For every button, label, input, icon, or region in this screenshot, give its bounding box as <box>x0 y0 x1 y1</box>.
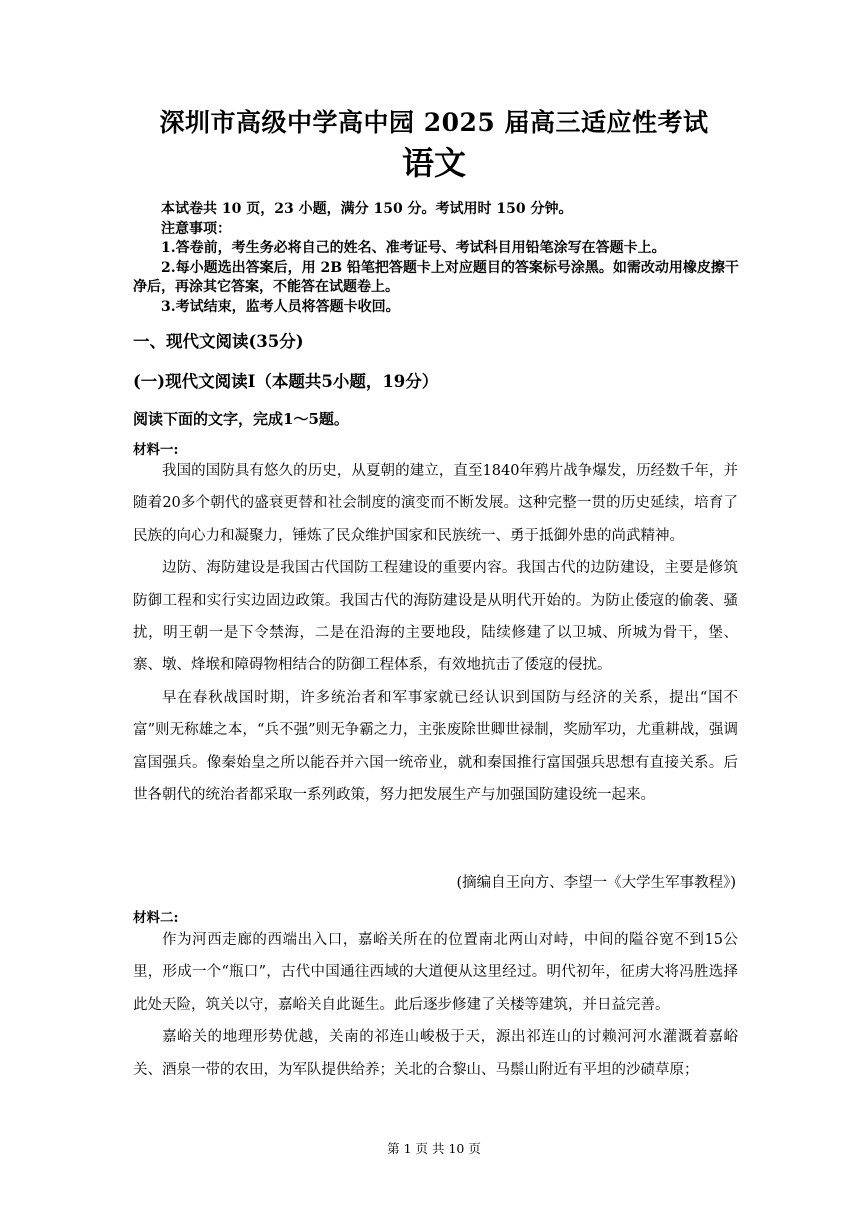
section-subtitle: (一)现代文阅读Ⅰ（本题共5小题，19分） <box>133 372 439 391</box>
material-1-paragraph-2: 边防、海防建设是我国古代国防工程建设的重要内容。我国古代的边防建设，主要是修筑防御工程和实行实边固边政策。我国古代的海防建设是从明代开始的。为防止倭寇的偷袭、骚扰，明王朝一是下令禁海，二是在沿海的主要地段，陆续修建了以卫城、所城为骨干，堡、寨、墩、烽堠和障碍物相结合的防御工程体系，有效地抗击了倭寇的侵扰。 <box>133 560 738 674</box>
page-footer: 第 1 页 共 10 页 <box>387 1141 481 1156</box>
material-2-label: 材料二: <box>133 910 179 926</box>
exam-notes <box>133 200 743 317</box>
material-1-body <box>133 455 738 811</box>
material-2-body <box>133 924 738 1086</box>
notes-intro: 本试卷共 10 页，23 小题，满分 150 分。考试用时 150 分钟。 <box>161 201 573 217</box>
notes-item-2: 2.每小题选出答案后，用 2B 铅笔把答题卡上对应题目的答案标号涂黑。如需改动用橡皮擦干净后，再涂其它答案，不能答在试题卷上。 <box>133 259 739 295</box>
notes-item-1: 1.答卷前，考生务必将自己的姓名、准考证号、考试科目用铅笔涂写在答题卡上。 <box>161 240 666 256</box>
material-2-paragraph-1: 作为河西走廊的西端出入口，嘉峪关所在的位置南北两山对峙，中间的隘谷宽不到15公里，形成一个“瓶口”，古代中国通往西域的大道便从这里经过。明代初年，征虏大将冯胜选择此处天险，筑关以守，嘉峪关自此诞生。此后逐步修建了关楼等建筑，并日益完善。 <box>133 932 738 1013</box>
material-2-paragraph-2: 嘉峪关的地理形势优越，关南的祁连山峻极于天，源出祁连山的讨赖河河水灌溉着嘉峪关、酒泉一带的农田，为军队提供给养；关北的合黎山、马鬃山附近有平坦的沙碛草原； <box>133 1029 738 1078</box>
subject-title: 语文 <box>401 144 466 182</box>
reading-instruction: 阅读下面的文字，完成1～5题。 <box>133 410 349 428</box>
material-1-label: 材料一: <box>133 442 179 458</box>
material-1-paragraph-1: 我国的国防具有悠久的历史，从夏朝的建立，直至1840年鸦片战争爆发，历经数千年，并随着20多个朝代的盛衰更替和社会制度的演变而不断发展。这种完整一贯的历史延续，培育了民族的向心力和凝聚力，锤炼了民众维护国家和民族统一、勇于抵御外患的尚武精神。 <box>133 463 738 544</box>
material-1-paragraph-3: 早在春秋战国时期，许多统治者和军事家就已经认识到国防与经济的关系，提出“国不富”则无称雄之本，“兵不强”则无争霸之力，主张废除世卿世禄制，奖励军功，尤重耕战，强调富国强兵。像秦始皇之所以能吞并六国一统帝业，就和秦国推行富国强兵思想有直接关系。后世各朝代的统治者都采取一系列政策，努力把发展生产与加强国防建设统一起来。 <box>133 689 738 804</box>
notes-heading: 注意事项： <box>161 220 231 237</box>
exam-title: 深圳市高级中学高中园 2025 届高三适应性考试 <box>159 108 709 137</box>
section-title: 一、现代文阅读(35分) <box>133 332 304 351</box>
notes-item-3: 3.考试结束，监考人员将答题卡收回。 <box>161 298 400 315</box>
material-1-source: (摘编自王向方、李望一《大学生军事教程》) <box>456 875 736 891</box>
